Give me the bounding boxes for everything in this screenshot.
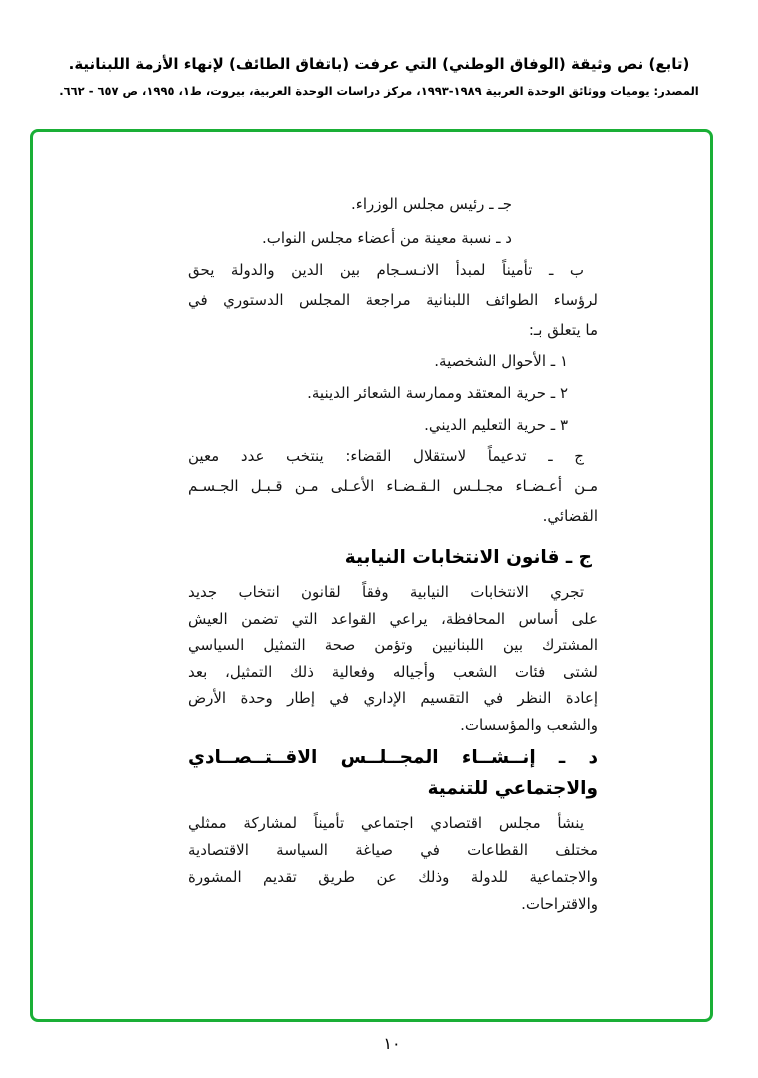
document-source-line: المصدر: يوميات ووثائق الوحدة العربية ١٩٨٩-١٩٩٣، مركز دراسات الوحدة العربية، بيروت، ط١، ١٩٩٥، ص ٦٥٧ - ٦٦٢. [59, 84, 699, 98]
text-line: والاقتراحات. [521, 895, 598, 913]
section-heading-economic-council [188, 742, 598, 804]
text-line: لشتى فئات الشعب وأجياله وفعالية ذلك التمثيل، بعد [188, 662, 598, 681]
green-border-frame [30, 129, 713, 1022]
text-line: القضائي. [542, 507, 598, 525]
paragraph-clause-b [188, 255, 598, 345]
text-line: إعادة النظر في التقسيم الإداري في إطار وحدة الأرض [188, 689, 598, 707]
document-title: (تابع) نص وثيقة (الوفاق الوطني) التي عرفت (باتفاق الطائف) لإنهاء الأزمة اللبنانية. [68, 55, 690, 73]
text-line: لرؤساء الطوائف اللبنانية مراجعة المجلس الدستوري في [188, 291, 598, 309]
paragraph-elections [188, 579, 598, 738]
text-line: ج ـ تدعيماً لاستقلال القضاء: ينتخب عدد معين [188, 447, 584, 465]
list-clauses-top [188, 187, 598, 255]
numbered-list [188, 345, 598, 441]
numbered-item: ١ ـ الأحوال الشخصية. [434, 352, 568, 370]
section-heading-elections: ج ـ قانون الانتخابات النيابية [344, 547, 592, 568]
list-item: د ـ نسبة معينة من أعضاء مجلس النواب. [261, 229, 512, 247]
text-line: والشعب والمؤسسات. [460, 715, 598, 734]
text-column [188, 187, 598, 918]
text-line: والاجتماعية للدولة وذلك عن طريق تقديم المشورة [188, 868, 598, 886]
text-line: مـن أعـضـاء مجـلـس الـقـضـاء الأعـلى مـن قـبـل الجـسـم [188, 477, 598, 495]
heading-line: والاجتماعي للتنمية [427, 778, 598, 799]
text-line: ب ـ تأميناً لمبدأ الانـسـجام بين الدين والدولة يحق [188, 261, 584, 279]
text-line: ينشأ مجلس اقتصادي اجتماعي تأميناً لمشاركة ممثلي [188, 814, 584, 832]
paragraph-economic-council [188, 810, 598, 918]
text-line: مختلف القطاعات في صياغة السياسة الاقتصادية [188, 841, 598, 859]
numbered-item: ٢ ـ حرية المعتقد وممارسة الشعائر الدينية. [307, 384, 568, 402]
heading-line: د ـ إنــشــاء المجــلــس الاقــتــصــادي [188, 747, 598, 768]
text-line: على أساس المحافظة، يراعي القواعد التي تضمن العيش [188, 609, 598, 628]
paragraph-clause-c [188, 441, 598, 531]
list-item: جـ ـ رئيس مجلس الوزراء. [351, 195, 512, 213]
text-line: ما يتعلق بـ: [528, 321, 598, 339]
text-line: تجري الانتخابات النيابية وفقاً لقانون انتخاب جديد [188, 583, 584, 601]
page-number: ١٠ [383, 1034, 401, 1053]
text-line: المشترك بين اللبنانيين وتؤمن صحة التمثيل السياسي [188, 636, 598, 654]
numbered-item: ٣ ـ حرية التعليم الديني. [424, 416, 568, 434]
